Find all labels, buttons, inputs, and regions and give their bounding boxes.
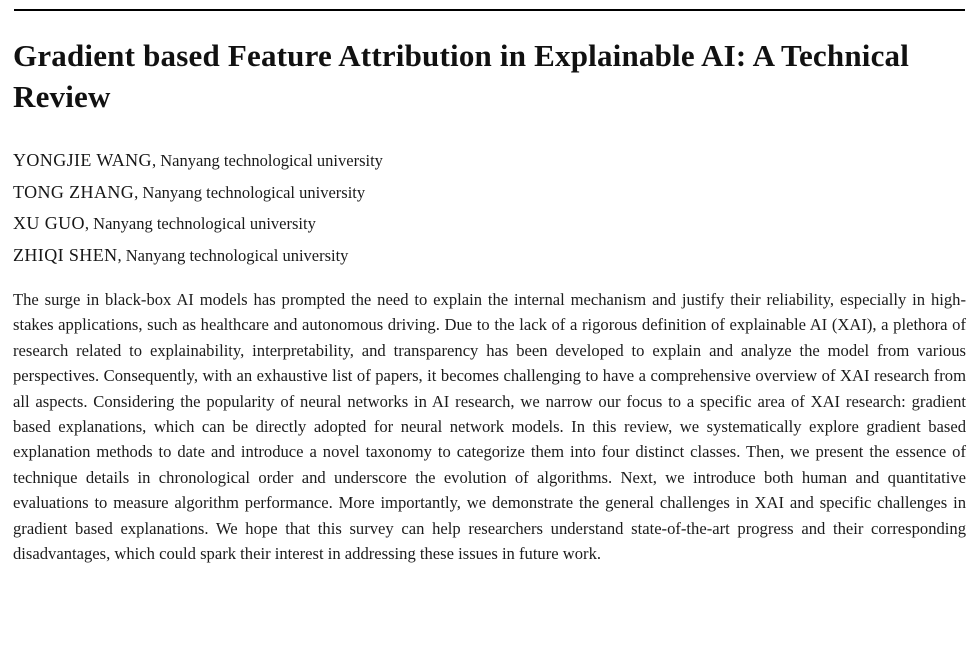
author-row xyxy=(13,240,966,272)
author-affiliation: Nanyang technological university xyxy=(142,182,366,202)
author-separator: , xyxy=(84,214,94,233)
author-separator: , xyxy=(117,245,126,265)
paper-title: Gradient based Feature Attribution in Explainable AI: A Technical Review xyxy=(13,38,910,114)
author-separator: , xyxy=(134,182,143,202)
author-affiliation: Nanyang technological university xyxy=(160,151,383,170)
author-affiliation: Nanyang technological university xyxy=(93,214,316,233)
authors-section xyxy=(13,145,966,271)
author-name: XU GUO xyxy=(13,213,85,233)
author-name: ZHIQI SHEN xyxy=(13,244,118,265)
author-row xyxy=(13,208,966,240)
author-row xyxy=(13,177,966,209)
author-row xyxy=(13,145,966,177)
paper-page xyxy=(0,9,979,566)
author-name: YONGJIE WANG xyxy=(13,150,152,170)
author-affiliation: Nanyang technological university xyxy=(125,245,349,265)
top-divider-rule xyxy=(14,9,965,11)
author-separator: , xyxy=(151,151,161,170)
abstract-paragraph: The surge in black-box AI models has prompted the need to explain the internal mechanism and justify their reliability, especially in high-stakes applications, such as healthcare and autonomous driving. Due to the lack of a rigorous definition of explainable AI (XAI), a plethora of research related to explainability, interpretability, and transparency has been developed to explain and analyze the model from various perspectives. Consequently, with an exhaustive list of papers, it becomes challenging to have a comprehensive overview of XAI research from all aspects. Considering the popularity of neural networks in AI research, we narrow our focus to a specific area of XAI research: gradient based explanations, which can be directly adopted for neural network models. In this review, we systematically explore gradient based explanation methods to date and introduce a novel taxonomy to categorize them into four distinct classes. Then, we present the essence of technique details in chronological order and underscore the evolution of algorithms. Next, we introduce both human and quantitative evaluations to measure algorithm performance. More importantly, we demonstrate the general challenges in XAI and specific challenges in gradient based explanations. We hope that this survey can help researchers understand state-of-the-art progress and their corresponding disadvantages, which could spark their interest in addressing these issues in future work. xyxy=(13,290,966,564)
author-name: TONG ZHANG xyxy=(13,181,135,202)
